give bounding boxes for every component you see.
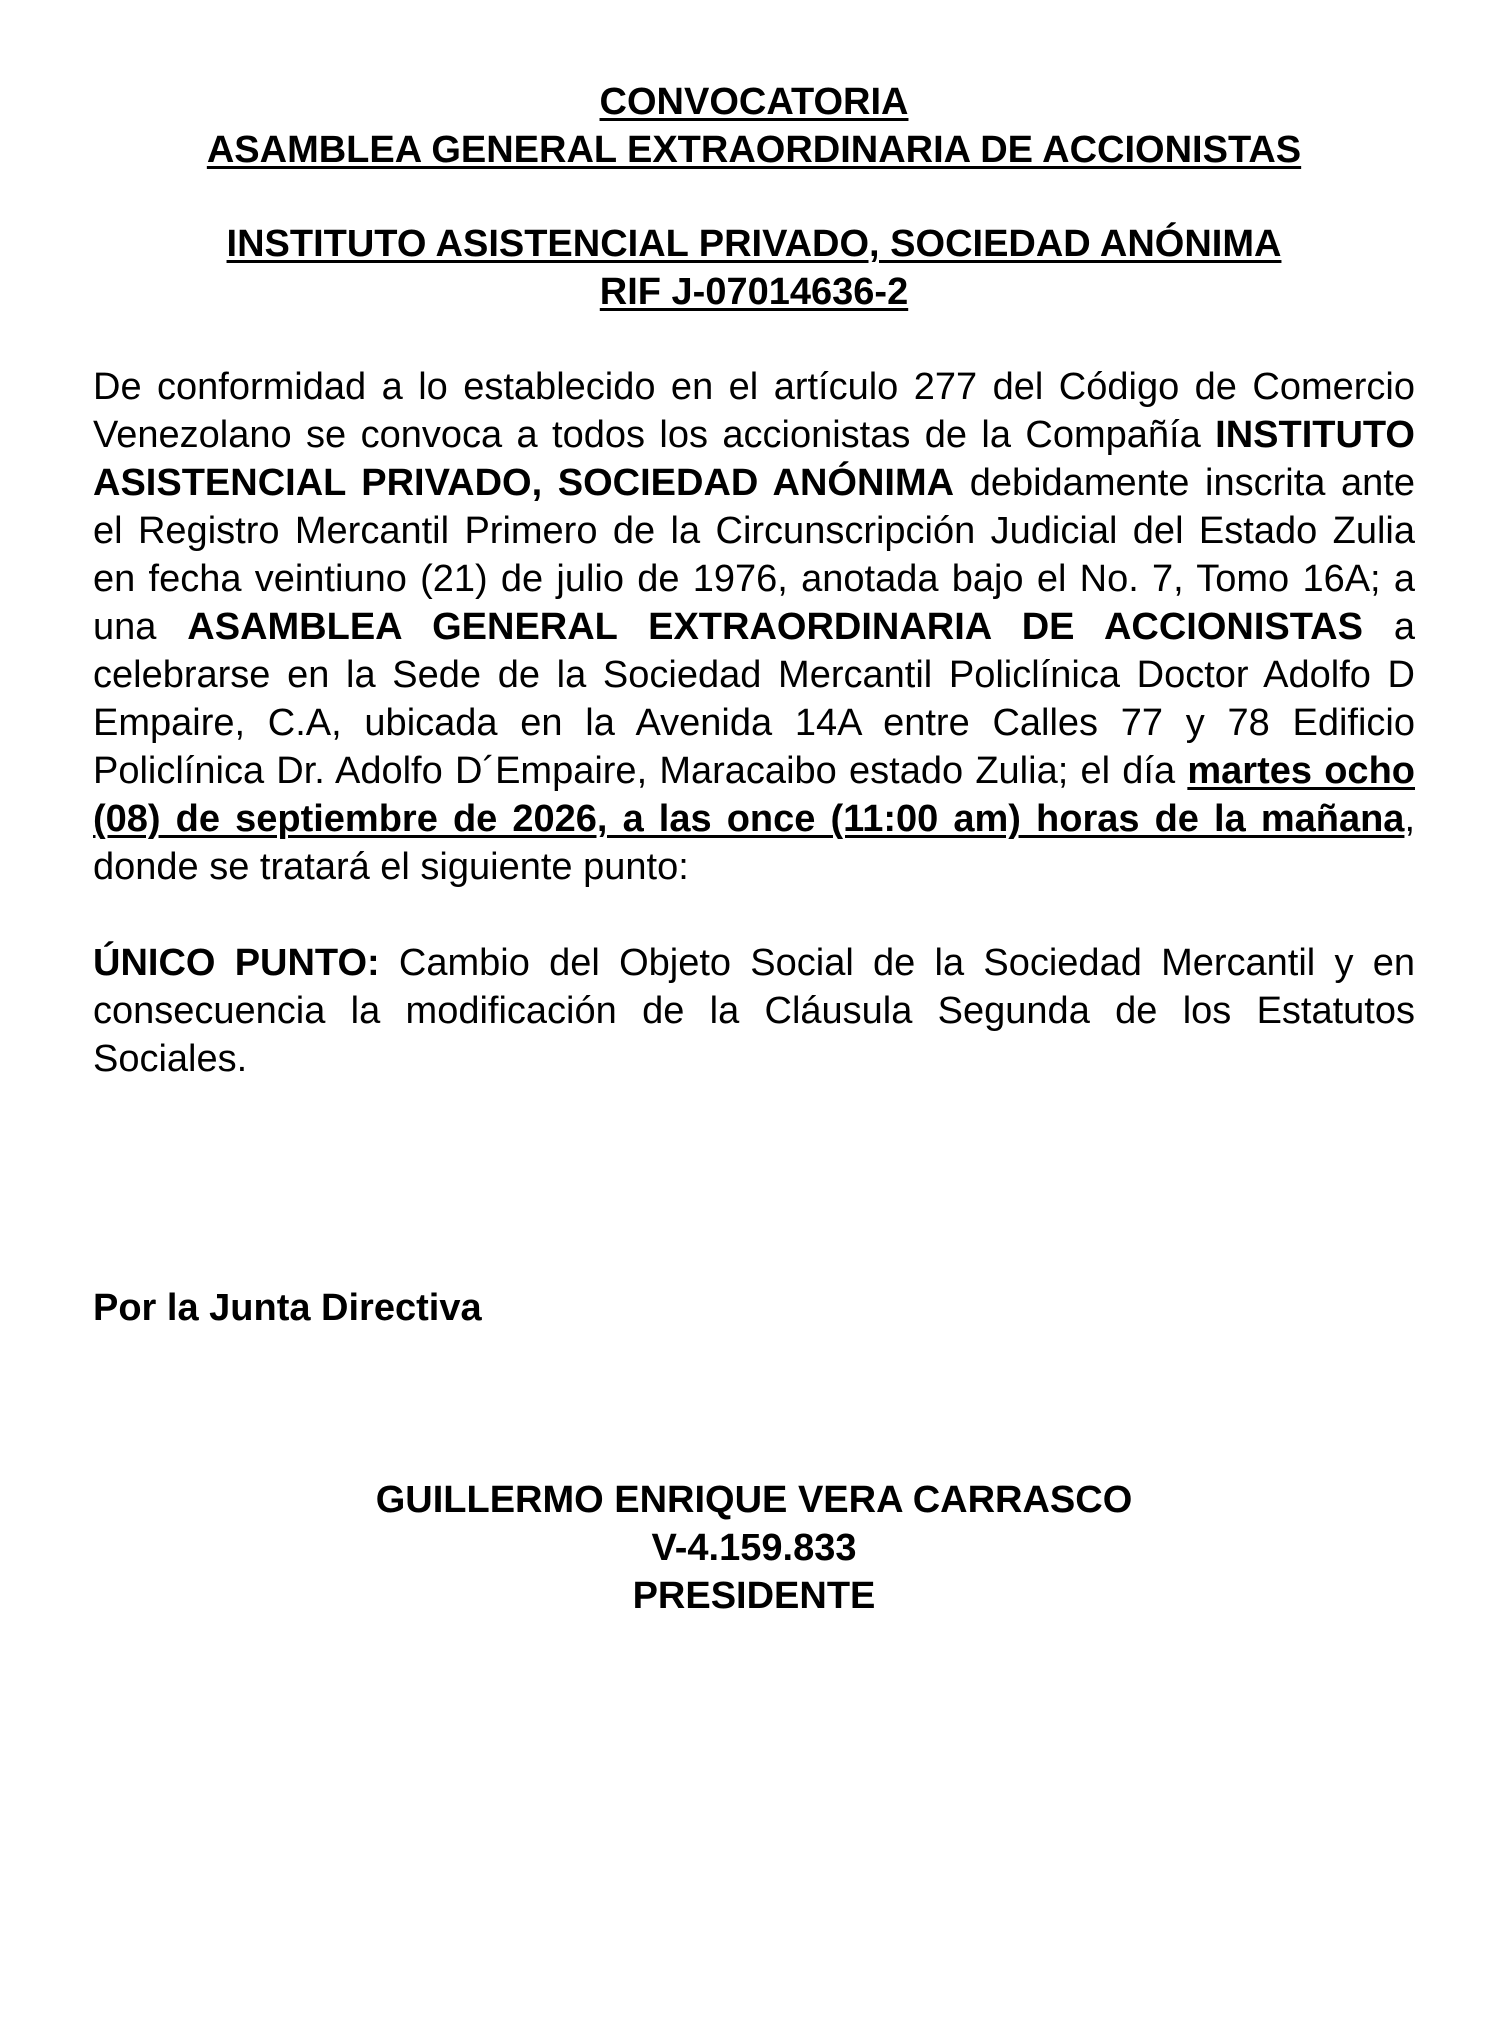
heading-rif: RIF J-07014636-2: [599, 271, 909, 313]
heading-assembly-type: ASAMBLEA GENERAL EXTRAORDINARIA DE ACCIONISTAS: [206, 129, 1302, 171]
paragraph-registration: debidamente inscrita ante el Registro Mercantil Primero de la Circunscripción Judicial del Estado Zulia en fecha veintiuno (21) de julio de 1976, anotada bajo el No. 7, Tomo 16A; a una: [93, 462, 1415, 648]
heading-company-name: INSTITUTO ASISTENCIAL PRIVADO, SOCIEDAD ANÓNIMA: [226, 223, 1282, 265]
agenda-text: Cambio del Objeto Social de la Sociedad Mercantil y en consecuencia la modificación de la Cláusula Segunda de los Estatutos Sociales.: [93, 942, 1416, 1080]
paragraph-company-name: INSTITUTO ASISTENCIAL PRIVADO, SOCIEDAD ANÓNIMA: [93, 414, 1415, 504]
signature-block: [93, 1476, 1415, 1620]
signer-name: GUILLERMO ENRIQUE VERA CARRASCO: [375, 1479, 1133, 1521]
paragraph-date: martes ocho (08) de septiembre de 2026, a las once (11:00 am) horas de la mañana: [93, 750, 1415, 840]
document-page: [93, 78, 1416, 1617]
signer-title: PRESIDENTE: [632, 1575, 876, 1617]
company-heading: [93, 220, 1415, 316]
agenda-item: [93, 939, 1415, 1083]
agenda-label: ÚNICO PUNTO:: [93, 942, 380, 984]
convocation-heading: [93, 78, 1415, 174]
convocation-paragraph: [93, 363, 1415, 891]
board-signoff: Por la Junta Directiva: [93, 1287, 482, 1329]
paragraph-closing: , donde se tratará el siguiente punto:: [93, 798, 1415, 888]
paragraph-intro: De conformidad a lo establecido en el artículo 277 del Código de Comercio Venezolano se convoca a todos los accionistas de la Compañía: [93, 366, 1415, 456]
paragraph-location: a celebrarse en la Sede de la Sociedad Mercantil Policlínica Doctor Adolfo D Empaire, C.A, ubicada en la Avenida 14A entre Calles 77 y 78 Edificio Policlínica Dr. Adolfo D´Empaire, Maracaibo estado Zulia; el día: [93, 606, 1415, 792]
signer-id: V-4.159.833: [651, 1527, 857, 1569]
heading-convocatoria: CONVOCATORIA: [599, 81, 909, 123]
paragraph-assembly-name: ASAMBLEA GENERAL EXTRAORDINARIA DE ACCIONISTAS: [187, 606, 1363, 648]
